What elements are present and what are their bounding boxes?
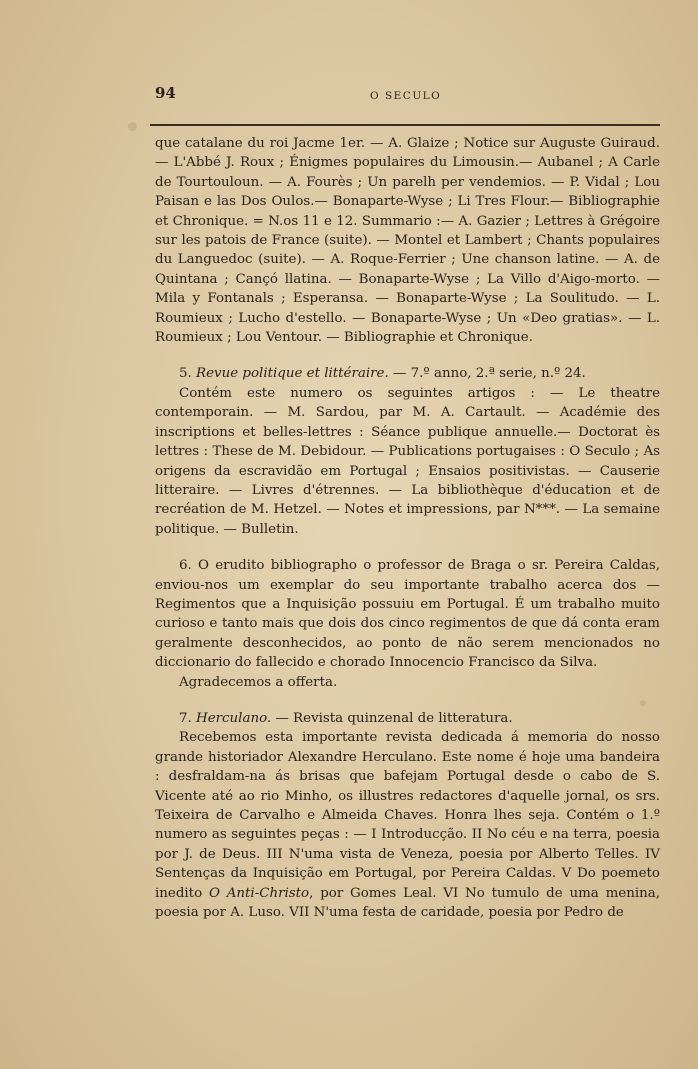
page-header bbox=[155, 84, 660, 108]
paragraph-text: , por Gomes Leal. VI No tumulo de uma menina, poesia por A. Luso. VII N'uma festa de caridade, poesia por Pedro de bbox=[155, 885, 660, 921]
entry-7-body bbox=[155, 728, 660, 922]
entry-title: Revue politique et littéraire. bbox=[196, 366, 389, 382]
paragraph-gap bbox=[155, 692, 660, 709]
entry-title: Herculano. bbox=[196, 710, 272, 726]
entry-subtitle: — Revista quinzenal de litteratura. bbox=[271, 710, 513, 726]
header-rule bbox=[150, 124, 660, 126]
entry-subtitle: — 7.º anno, 2.ª serie, n.º 24. bbox=[388, 366, 586, 382]
paper-stain bbox=[128, 122, 137, 131]
work-title: O Anti-Christo bbox=[208, 885, 310, 901]
entry-6-body bbox=[155, 556, 660, 672]
entry-5-body bbox=[155, 384, 660, 539]
paragraph-gap bbox=[155, 539, 660, 556]
paragraph-text: que catalane du roi Jacme 1er. — A. Glaize ; Notice sur Auguste Guiraud. — L'Abbé J. Roux ; Énigmes populaires du Limousin.— Aubanel ; A Carle de Tourtouloun. — A. Fourès ; Un parelh per vendemios. — P. Vidal ; Lou Paisan e las Dos Oulos.— Bonaparte-Wyse ; Li Tres Flour.— Bibliographie et Chronique. = N.os 11 e 12. Summario :— A. Gazier ; Lettres à Grégoire sur les patois de France (suite). — Montel et Lambert ; Chants populaires du Languedoc (suite). — A. Roque-Ferrier ; Une chanson latine. — A. de Quintana ; Cançó llatina. — Bonaparte-Wyse ; La Villo d'Aigo-morto. — Mila y Fontanals ; Esperansa. — Bonaparte-Wyse ; La Soulitudo. — L. Roumieux ; Lucho d'estello. — Bonaparte-Wyse ; Un «Deo gratias». — L. Roumieux ; Lou Ventour. — Bibliographie et Chronique. bbox=[155, 136, 660, 346]
paragraph-gap bbox=[155, 347, 660, 364]
page-number: 94 bbox=[155, 84, 176, 102]
entry-6-thanks bbox=[155, 673, 660, 692]
entry-number: 6. bbox=[179, 558, 192, 574]
paragraph-text: Recebemos esta importante revista dedicada á memoria do nosso grande historiador Alexandre Herculano. Este nome é hoje uma bandeira : desfraldam-na ás brisas que bafejam Portugal desde o cabo de S. Vicente até ao rio Minho, os illustres redactores d'aquelle jornal, os srs. Teixeira de Carvalho e Almeida Chaves. Honra lhes seja. Contém o 1.º numero as seguintes peças : — I Introducção. II No céu e na terra, poesia por J. de Deus. III N'uma vista de Veneza, poesia por Alberto Telles. IV Sentenças da Inquisição em Portugal, por Pereira Caldas. V Do poemeto inedito bbox=[155, 730, 660, 901]
paragraph-text: Agradecemos a offerta. bbox=[179, 674, 338, 690]
entry-7-heading bbox=[155, 709, 660, 728]
running-head: O SECULO bbox=[370, 90, 442, 102]
entry-number: 5. bbox=[179, 366, 192, 382]
entry-5-heading bbox=[155, 364, 660, 383]
paragraph-text: Contém este numero os seguintes artigos : — Le theatre contemporain. — M. Sardou, par M. A. Cartault. — Académie des inscriptions et belles-lettres : Séance publique annuelle.— Doctorat ès lettres : These de M. Debidour. — Publications portugaises : O Seculo ; As origens da escravidão em Portugal ; Ensaios positivistas. — Causerie litteraire. — Livres d'étrennes. — La bibliothèque d'éducation et de recréation de M. Hetzel. — Notes et impressions, par N***. — La semaine politique. — Bulletin. bbox=[155, 385, 660, 537]
page-body bbox=[155, 134, 660, 922]
entry-number: 7. bbox=[179, 710, 192, 726]
paragraph-text: O erudito bibliographo o professor de Braga o sr. Pereira Caldas, enviou-nos um exemplar do seu importante trabalho acerca dos — Regimentos que a Inquisição possuiu em Portugal. É um trabalho muito curioso e tanto mais que dois dos cinco regimentos de que dá conta eram geralmente desconhecidos, ao ponto de não serem mencionados no diccionario do fallecido e chorado Innocencio Francisco da Silva. bbox=[155, 558, 660, 671]
paragraph-continuation bbox=[155, 134, 660, 347]
